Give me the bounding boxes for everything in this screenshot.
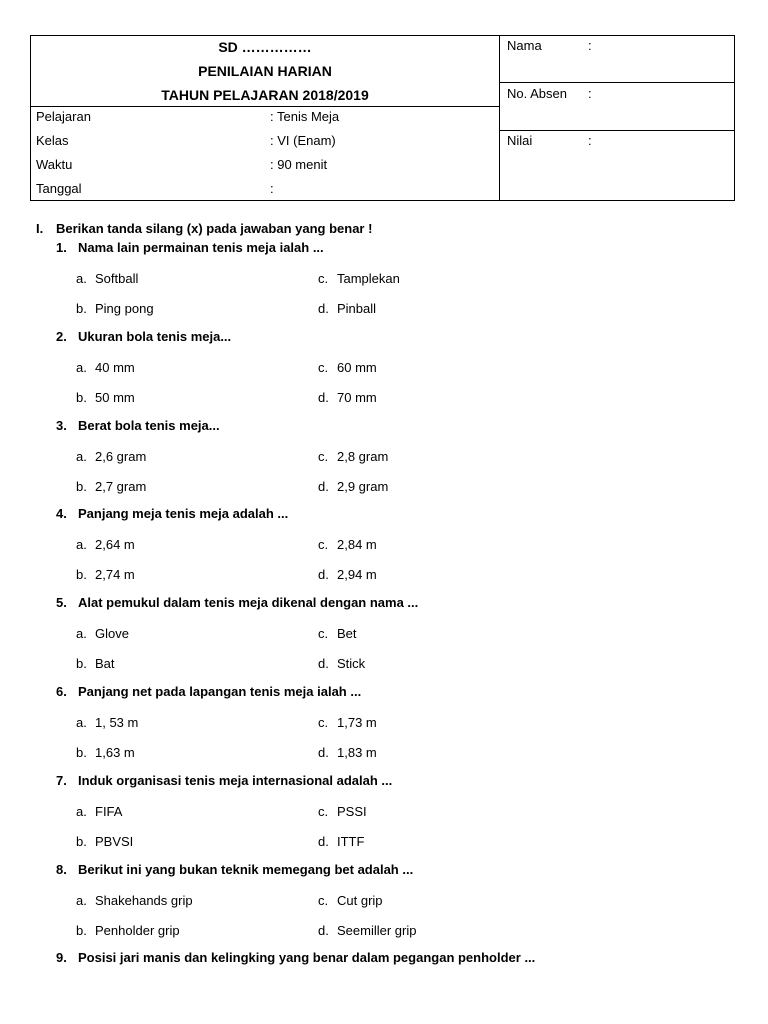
answer-option[interactable]: [318, 360, 377, 375]
option-letter: d.: [318, 656, 329, 671]
score-label: Nilai: [507, 133, 533, 148]
option-letter: a.: [76, 271, 87, 286]
answer-option[interactable]: [76, 390, 135, 405]
info-label-date: Tanggal: [36, 181, 82, 196]
header-box: [30, 35, 735, 201]
answer-option[interactable]: [318, 271, 400, 286]
question-text: Berat bola tenis meja...: [78, 418, 220, 433]
option-letter: a.: [76, 715, 87, 730]
assessment-title: PENILAIAN HARIAN: [198, 63, 332, 79]
answer-option[interactable]: [318, 893, 383, 908]
answer-option[interactable]: [318, 745, 377, 760]
option-text: Bet: [337, 626, 357, 641]
question-9: [56, 950, 535, 965]
option-text: 1,73 m: [337, 715, 377, 730]
option-letter: d.: [318, 745, 329, 760]
option-letter: b.: [76, 301, 87, 316]
answer-option[interactable]: [318, 626, 357, 641]
option-text: Penholder grip: [95, 923, 180, 938]
score-colon: :: [588, 133, 592, 148]
answer-option[interactable]: [76, 360, 135, 375]
option-text: Cut grip: [337, 893, 383, 908]
answer-option[interactable]: [318, 804, 367, 819]
answer-option[interactable]: [76, 479, 146, 494]
answer-option[interactable]: [318, 390, 377, 405]
header-divider: [499, 36, 500, 200]
option-letter: a.: [76, 449, 87, 464]
info-label-class: Kelas: [36, 133, 69, 148]
option-text: 40 mm: [95, 360, 135, 375]
question-text: Panjang meja tenis meja adalah ...: [78, 506, 289, 521]
option-letter: a.: [76, 893, 87, 908]
option-text: 70 mm: [337, 390, 377, 405]
answer-option[interactable]: [318, 923, 416, 938]
answer-option[interactable]: [318, 479, 388, 494]
option-text: Stick: [337, 656, 366, 671]
option-text: 1, 53 m: [95, 715, 139, 730]
option-text: 1,83 m: [337, 745, 377, 760]
option-text: Ping pong: [95, 301, 154, 316]
option-letter: d.: [318, 923, 329, 938]
option-text: 2,7 gram: [95, 479, 147, 494]
info-label-time: Waktu: [36, 157, 73, 172]
option-letter: a.: [76, 537, 87, 552]
answer-option[interactable]: [76, 301, 154, 316]
answer-option[interactable]: [318, 834, 364, 849]
question-number: 2.: [56, 329, 67, 344]
option-text: Softball: [95, 271, 139, 286]
question-text: Panjang net pada lapangan tenis meja ialah ...: [78, 684, 362, 699]
option-letter: b.: [76, 656, 87, 671]
option-text: 50 mm: [95, 390, 135, 405]
option-letter: b.: [76, 745, 87, 760]
answer-option[interactable]: [76, 537, 135, 552]
option-text: Bat: [95, 656, 115, 671]
answer-option[interactable]: [318, 656, 365, 671]
info-value-date: :: [270, 181, 274, 196]
option-text: Pinball: [337, 301, 377, 316]
question-text: Posisi jari manis dan kelingking yang benar dalam pegangan penholder ...: [78, 950, 536, 965]
option-letter: d.: [318, 834, 329, 849]
answer-option[interactable]: [318, 715, 377, 730]
question-text: Induk organisasi tenis meja internasional adalah ...: [78, 773, 393, 788]
answer-option[interactable]: [318, 537, 377, 552]
option-letter: c.: [318, 804, 329, 819]
option-text: PSSI: [337, 804, 367, 819]
option-letter: b.: [76, 834, 87, 849]
option-letter: c.: [318, 360, 329, 375]
option-text: Tamplekan: [337, 271, 400, 286]
option-letter: c.: [318, 715, 329, 730]
answer-option[interactable]: [76, 656, 115, 671]
option-letter: c.: [318, 893, 329, 908]
student-rule: [499, 82, 734, 83]
question-3: [56, 418, 220, 433]
option-text: PBVSI: [95, 834, 134, 849]
question-8: [56, 862, 413, 877]
option-letter: c.: [318, 449, 329, 464]
answer-option[interactable]: [76, 893, 193, 908]
info-value-class: : VI (Enam): [270, 133, 336, 148]
question-number: 9.: [56, 950, 67, 965]
option-text: 2,84 m: [337, 537, 377, 552]
answer-option[interactable]: [76, 715, 138, 730]
roll-number-label: No. Absen: [507, 86, 567, 101]
question-text: Nama lain permainan tenis meja ialah ...: [78, 240, 324, 255]
option-letter: d.: [318, 390, 329, 405]
question-number: 8.: [56, 862, 67, 877]
question-7: [56, 773, 392, 788]
option-text: 2,64 m: [95, 537, 135, 552]
option-letter: b.: [76, 567, 87, 582]
option-letter: b.: [76, 923, 87, 938]
option-letter: b.: [76, 390, 87, 405]
option-letter: d.: [318, 301, 329, 316]
answer-option[interactable]: [76, 923, 180, 938]
option-letter: a.: [76, 626, 87, 641]
instruction-text: Berikan tanda silang (x) pada jawaban yang benar !: [56, 221, 373, 236]
student-rule: [499, 130, 734, 131]
name-label: Nama: [507, 38, 542, 53]
option-text: 2,8 gram: [337, 449, 389, 464]
info-value-subject: : Tenis Meja: [270, 109, 340, 124]
option-text: FIFA: [95, 804, 123, 819]
answer-option[interactable]: [318, 449, 388, 464]
question-6: [56, 684, 361, 699]
option-text: 1,63 m: [95, 745, 135, 760]
option-text: Shakehands grip: [95, 893, 193, 908]
option-letter: d.: [318, 567, 329, 582]
option-text: 2,6 gram: [95, 449, 147, 464]
answer-option[interactable]: [76, 271, 138, 286]
option-text: ITTF: [337, 834, 365, 849]
answer-option[interactable]: [76, 804, 122, 819]
option-letter: a.: [76, 360, 87, 375]
option-text: Seemiller grip: [337, 923, 417, 938]
answer-option[interactable]: [76, 745, 135, 760]
option-letter: c.: [318, 626, 329, 641]
header-rule: [31, 106, 499, 107]
question-number: 4.: [56, 506, 67, 521]
section-instruction: [36, 221, 372, 236]
question-text: Alat pemukul dalam tenis meja dikenal dengan nama ...: [78, 595, 419, 610]
option-letter: b.: [76, 479, 87, 494]
option-letter: c.: [318, 537, 329, 552]
question-2: [56, 329, 231, 344]
question-4: [56, 506, 288, 521]
answer-option[interactable]: [76, 449, 146, 464]
option-letter: d.: [318, 479, 329, 494]
academic-year: TAHUN PELAJARAN 2018/2019: [161, 87, 369, 103]
roll-number-colon: :: [588, 86, 592, 101]
info-label-subject: Pelajaran: [36, 109, 91, 124]
answer-option[interactable]: [76, 834, 133, 849]
name-colon: :: [588, 38, 592, 53]
option-text: 60 mm: [337, 360, 377, 375]
question-number: 6.: [56, 684, 67, 699]
question-number: 7.: [56, 773, 67, 788]
option-letter: c.: [318, 271, 329, 286]
question-text: Ukuran bola tenis meja...: [78, 329, 232, 344]
question-number: 3.: [56, 418, 67, 433]
option-text: 2,9 gram: [337, 479, 389, 494]
question-text: Berikut ini yang bukan teknik memegang bet adalah ...: [78, 862, 414, 877]
question-5: [56, 595, 418, 610]
answer-option[interactable]: [318, 567, 377, 582]
info-value-time: : 90 menit: [270, 157, 328, 172]
school-name: SD ……………: [218, 39, 312, 55]
option-text: Glove: [95, 626, 129, 641]
question-number: 5.: [56, 595, 67, 610]
answer-option[interactable]: [76, 567, 135, 582]
answer-option[interactable]: [76, 626, 129, 641]
option-text: 2,74 m: [95, 567, 135, 582]
question-1: [56, 240, 324, 255]
answer-option[interactable]: [318, 301, 376, 316]
section-number: I.: [36, 221, 44, 236]
question-number: 1.: [56, 240, 67, 255]
option-letter: a.: [76, 804, 87, 819]
option-text: 2,94 m: [337, 567, 377, 582]
